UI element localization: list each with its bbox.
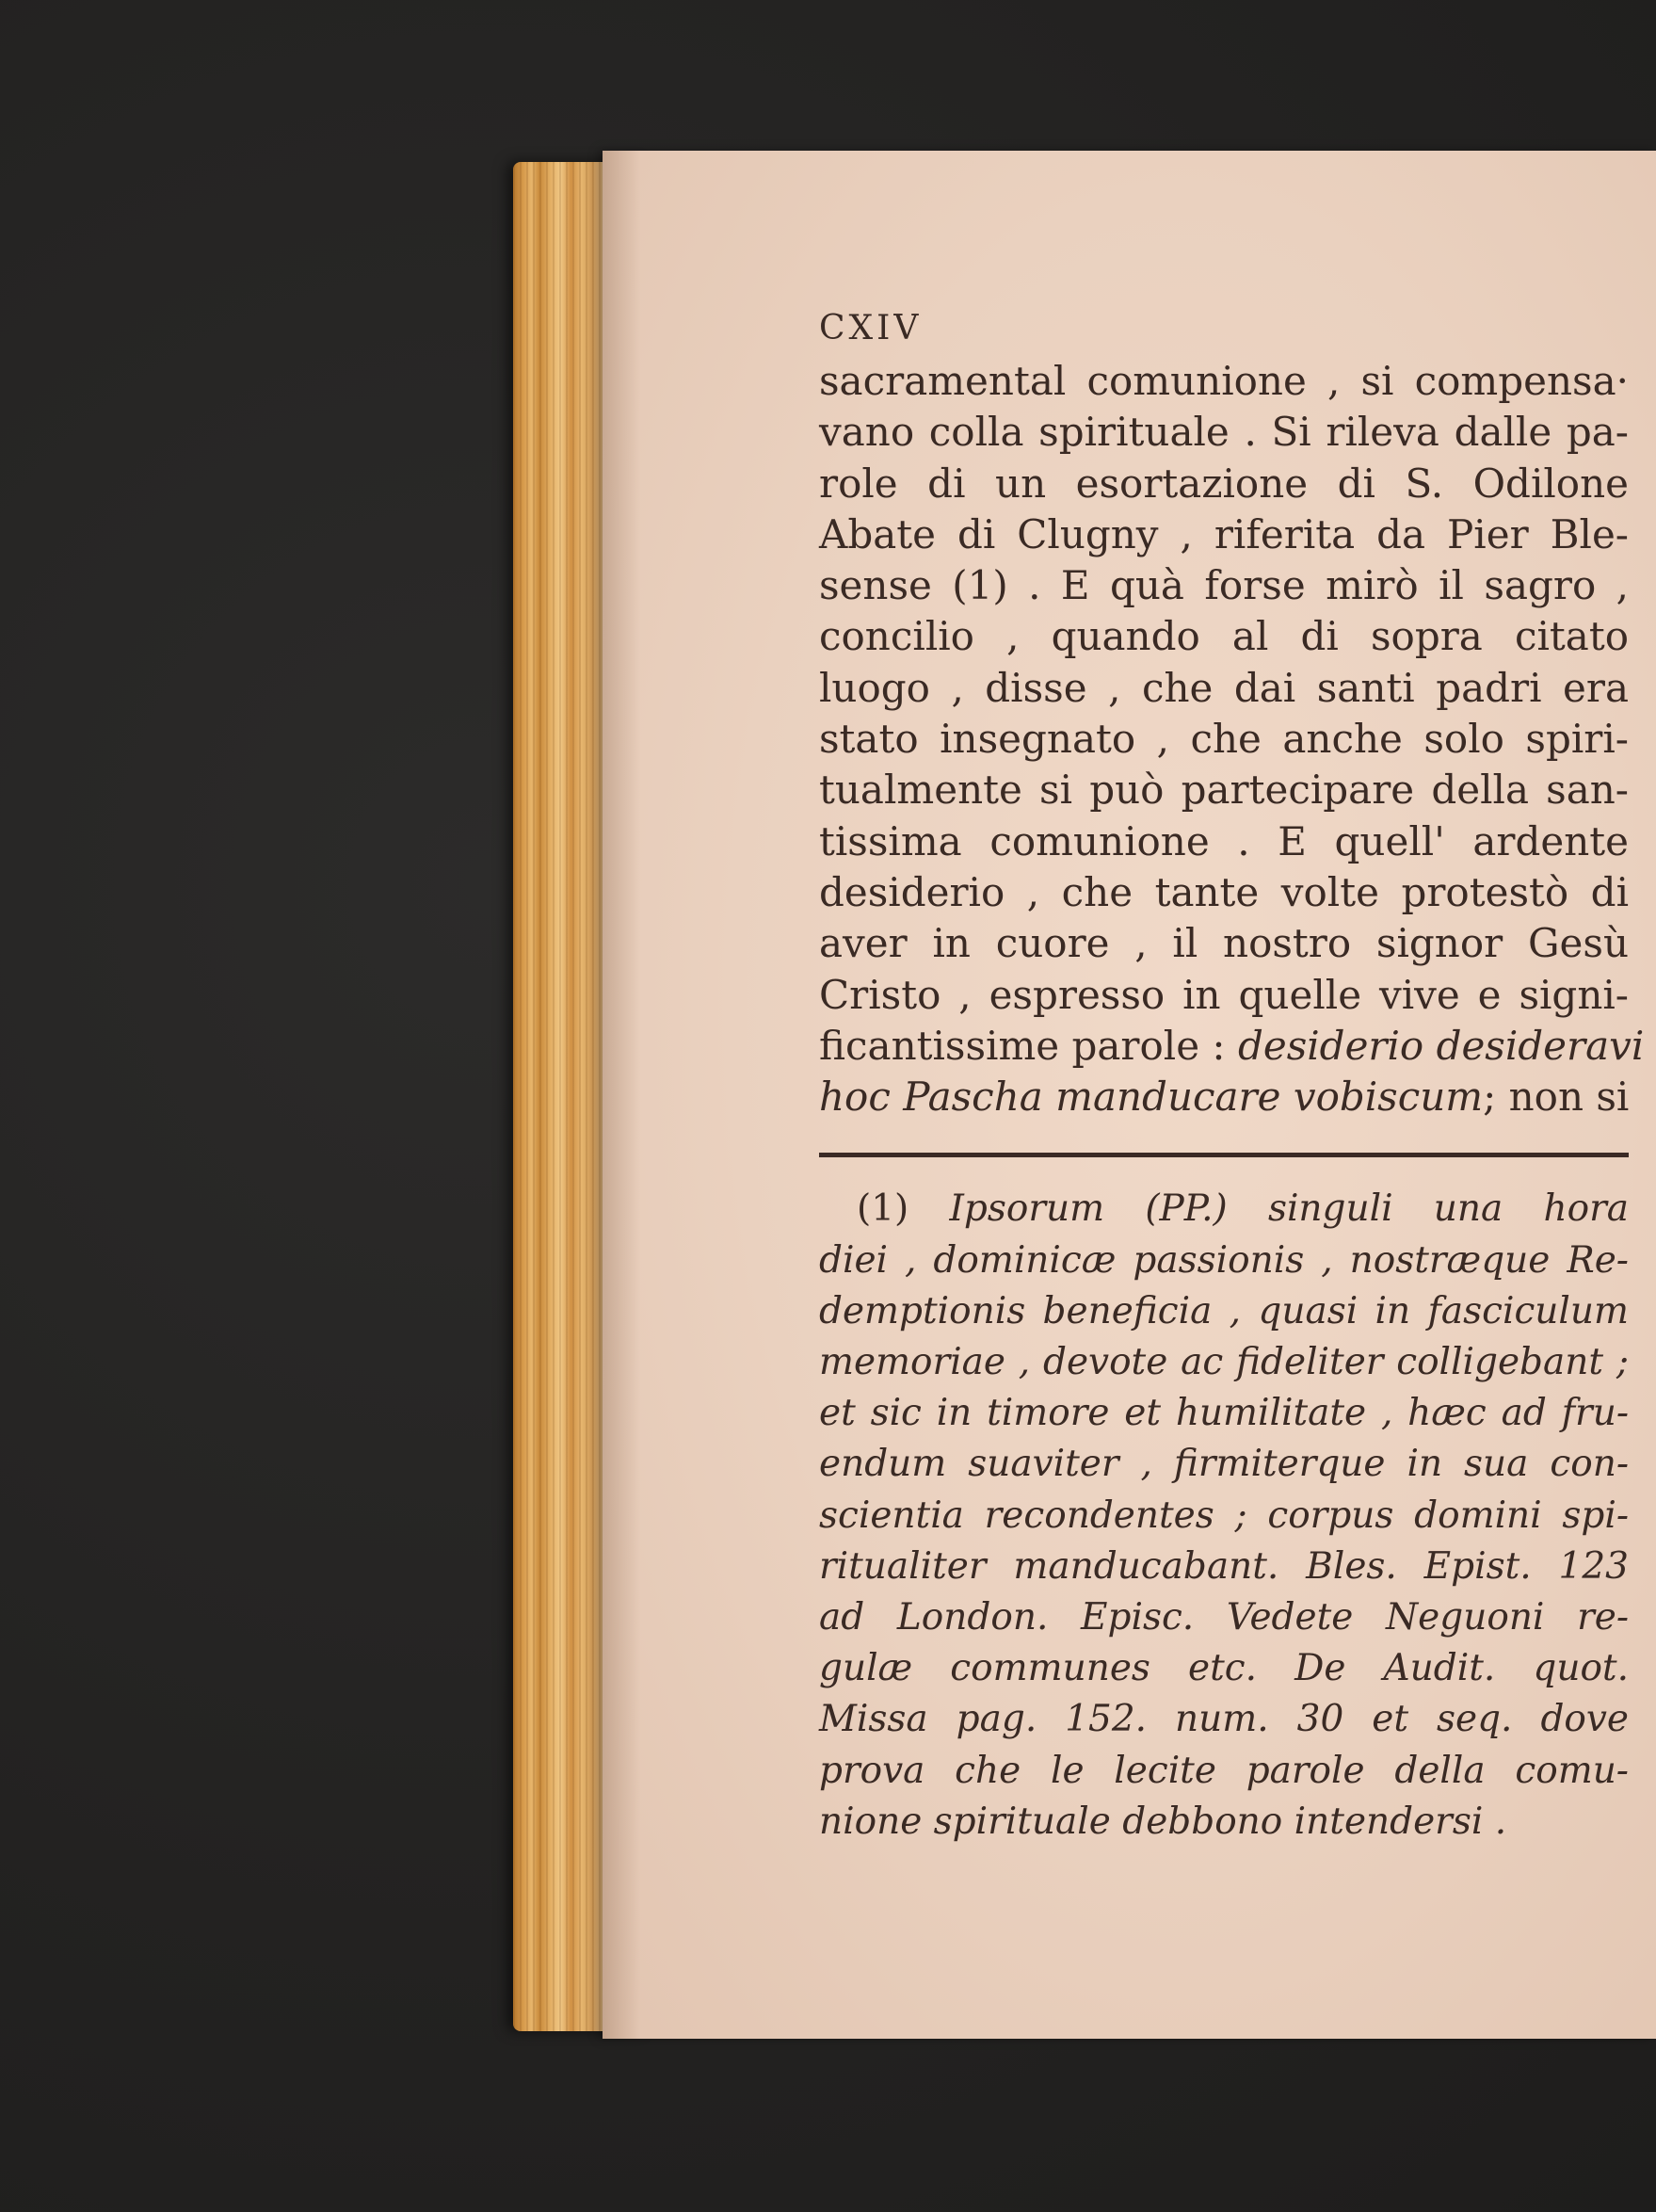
latin-quotation: desiderio desideravi xyxy=(1237,1022,1645,1069)
footnote-line: diei , dominicæ passionis , nostræque Re- xyxy=(819,1238,1629,1282)
footnote-line xyxy=(819,1184,1629,1235)
body-line xyxy=(819,1021,1645,1072)
footnote-line: ritualiter manducabant. Bles. Epist. 123 xyxy=(819,1544,1629,1588)
body-line: aver in cuore , il nostro signor Gesù xyxy=(819,920,1629,967)
body-line: sacramental comunione , si compensa· xyxy=(819,358,1629,404)
body-line: Cristo , espresso in quelle vive e signi- xyxy=(819,971,1629,1018)
body-line: Abate di Clugny , riferita da Pier Ble- xyxy=(819,510,1629,557)
footnote-line: nione spirituale debbono intendersi . xyxy=(819,1800,1507,1843)
body-line xyxy=(819,1072,1629,1122)
page-text xyxy=(819,301,1645,1848)
body-line: role di un esortazione di S. Odilone xyxy=(819,460,1629,507)
footnote-line: gulæ communes etc. De Audit. quot. xyxy=(819,1647,1629,1690)
body-line: concilio , quando al di sopra citato xyxy=(819,613,1629,660)
body-line: tualmente si può partecipare della san- xyxy=(819,767,1629,814)
footnote-line: demptionis beneficia , quasi in fasciculum xyxy=(819,1289,1629,1332)
footnote-line: prova che le lecite parole della comu- xyxy=(819,1749,1629,1792)
body-text-roman: ficantissime parole : xyxy=(819,1022,1226,1069)
body-line: vano colla spirituale . Si rileva dalle pa- xyxy=(819,409,1629,456)
body-text-roman: ; non si xyxy=(1483,1074,1630,1121)
footnote-line: ad London. Episc. Vedete Neguoni re- xyxy=(819,1595,1629,1639)
footnote-marker: (1) xyxy=(857,1187,909,1231)
footnote-line: et sic in timore et humilitate , hæc ad fru- xyxy=(819,1392,1629,1435)
body-line: desiderio , che tante volte protestò di xyxy=(819,868,1629,915)
footnote-line: endum suaviter , firmiterque in sua con- xyxy=(819,1443,1629,1486)
footnote-line: memoriae , devote ac fideliter colligebant ; xyxy=(819,1341,1629,1384)
latin-quotation: hoc Pascha manducare vobiscum xyxy=(819,1074,1484,1121)
footnote-divider xyxy=(819,1153,1629,1157)
body-line: luogo , disse , che dai santi padri era xyxy=(819,664,1629,711)
body-line: sense (1) . E quà forse mirò il sagro , xyxy=(819,562,1629,609)
body-line: stato insegnato , che anche solo spiri- xyxy=(819,716,1629,763)
body-line: tissima comunione . E quell' ardente xyxy=(819,817,1629,864)
page-number: CXIV xyxy=(819,309,923,347)
footnote-line: Missa pag. 152. num. 30 et seq. dove xyxy=(819,1698,1629,1741)
footnote-line: scientia recondentes ; corpus domini spi- xyxy=(819,1494,1629,1537)
footnote-text: Ipsorum (PP.) singuli una hora xyxy=(949,1187,1630,1231)
